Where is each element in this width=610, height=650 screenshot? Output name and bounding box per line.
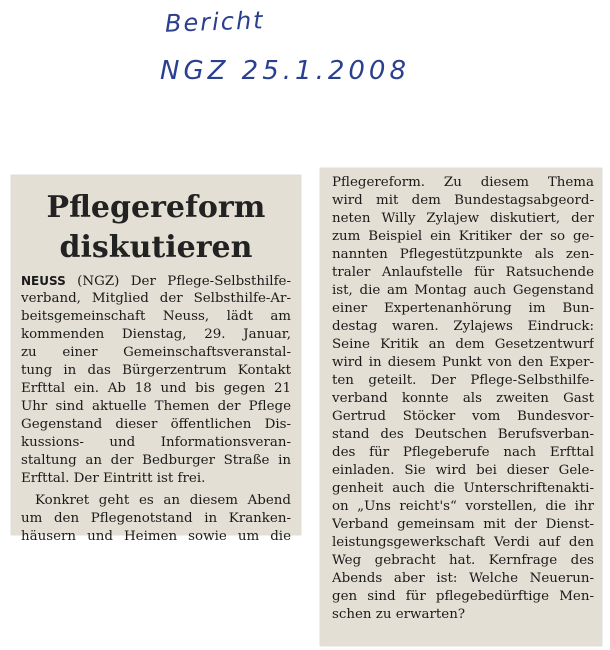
text-line: verband, Mitglied der Selbsthilfe-Ar- <box>21 291 291 306</box>
text-line: stand des Deutschen Berufsverban- <box>332 427 594 442</box>
text-line: genheit auch die Unterschriftenakti- <box>332 481 594 496</box>
text-line: Gertrud Stöcker vom Bundesvor- <box>332 409 594 424</box>
text-line: Verband gemeinsam mit der Dienst- <box>332 517 594 532</box>
headline-line-2: diskutieren <box>59 230 253 265</box>
text-line: tung in das Bürgerzentrum Kontakt <box>21 363 291 378</box>
text-line: destag waren. Zylajews Eindruck: <box>332 319 594 334</box>
handwritten-note-line-2: NGZ 25.1.2008 <box>160 56 410 86</box>
headline-line-1: Pflegereform <box>46 190 266 225</box>
newspaper-clipping-right <box>320 168 602 646</box>
text-line: leistungsgewerkschaft Verdi auf den <box>332 535 594 550</box>
text-line: einladen. Sie wird bei dieser Gele- <box>332 463 594 478</box>
text-line: verband konnte als zweiten Gast <box>332 391 594 406</box>
text-line: um den Pflegenotstand in Kranken- <box>21 511 291 526</box>
text-line: des für Pflegeberufe nach Erfttal <box>332 445 594 460</box>
text-line: einer Expertenanhörung im Bun- <box>332 301 594 316</box>
text-line: Pflegereform. Zu diesem Thema <box>332 175 594 190</box>
article-column-right <box>332 174 594 624</box>
text-line: ist, die am Montag auch Gegenstand <box>332 283 594 298</box>
text-line: nannten Pflegestützpunkte als zen- <box>332 247 594 262</box>
text-line: schen zu erwarten? <box>332 607 466 622</box>
text-line: Gegenstand dieser öffentlichen Dis- <box>21 417 291 432</box>
text-line: Weg gebracht hat. Kernfrage des <box>332 553 594 568</box>
text-line: wird in diesem Punkt von den Exper- <box>332 355 594 370</box>
newspaper-clipping-left <box>11 175 301 544</box>
text-line: on „Uns reicht's“ vorstellen, die ihr <box>332 499 594 514</box>
text-line: kommenden Dienstag, 29. Januar, <box>21 327 291 342</box>
text-line: zum Beispiel ein Kritiker der so ge- <box>332 229 594 244</box>
text-line: Erfttal ein. Ab 18 und bis gegen 21 <box>21 381 291 396</box>
dateline: NEUSS <box>21 274 66 288</box>
text-line: wird mit dem Bundestagsabgeord- <box>332 193 594 208</box>
text-line: Abends aber ist: Welche Neuerun- <box>332 571 594 586</box>
handwritten-note-line-1: Bericht <box>164 6 266 38</box>
text-line: gen sind für pflegebedürftige Men- <box>332 589 594 604</box>
text-line: traler Anlaufstelle für Ratsuchende <box>332 265 594 280</box>
text-line: Uhr sind aktuelle Themen der Pflege <box>21 399 291 414</box>
text-line: ten geteilt. Der Pflege-Selbsthilfe- <box>332 373 594 388</box>
text-line: neten Willy Zylajew diskutiert, der <box>332 211 594 226</box>
text-line: häusern und Heimen sowie um die <box>21 529 291 544</box>
text-line: staltung an der Bedburger Straße in <box>21 453 291 468</box>
article-column-left <box>21 272 291 546</box>
text-line: zu einer Gemeinschaftsveranstal- <box>21 345 291 360</box>
text-line: Konkret geht es an diesem Abend <box>35 493 291 508</box>
text-line: Erfttal. Der Eintritt ist frei. <box>21 471 206 486</box>
text-line: Seine Kritik an dem Gesetzentwurf <box>332 337 594 352</box>
text-line: NEUSS (NGZ) Der Pflege-Selbsthilfe- <box>21 274 291 289</box>
text-line: kussions- und Informationsveran- <box>21 435 291 450</box>
text-line: beitsgemeinschaft Neuss, lädt am <box>21 309 291 324</box>
